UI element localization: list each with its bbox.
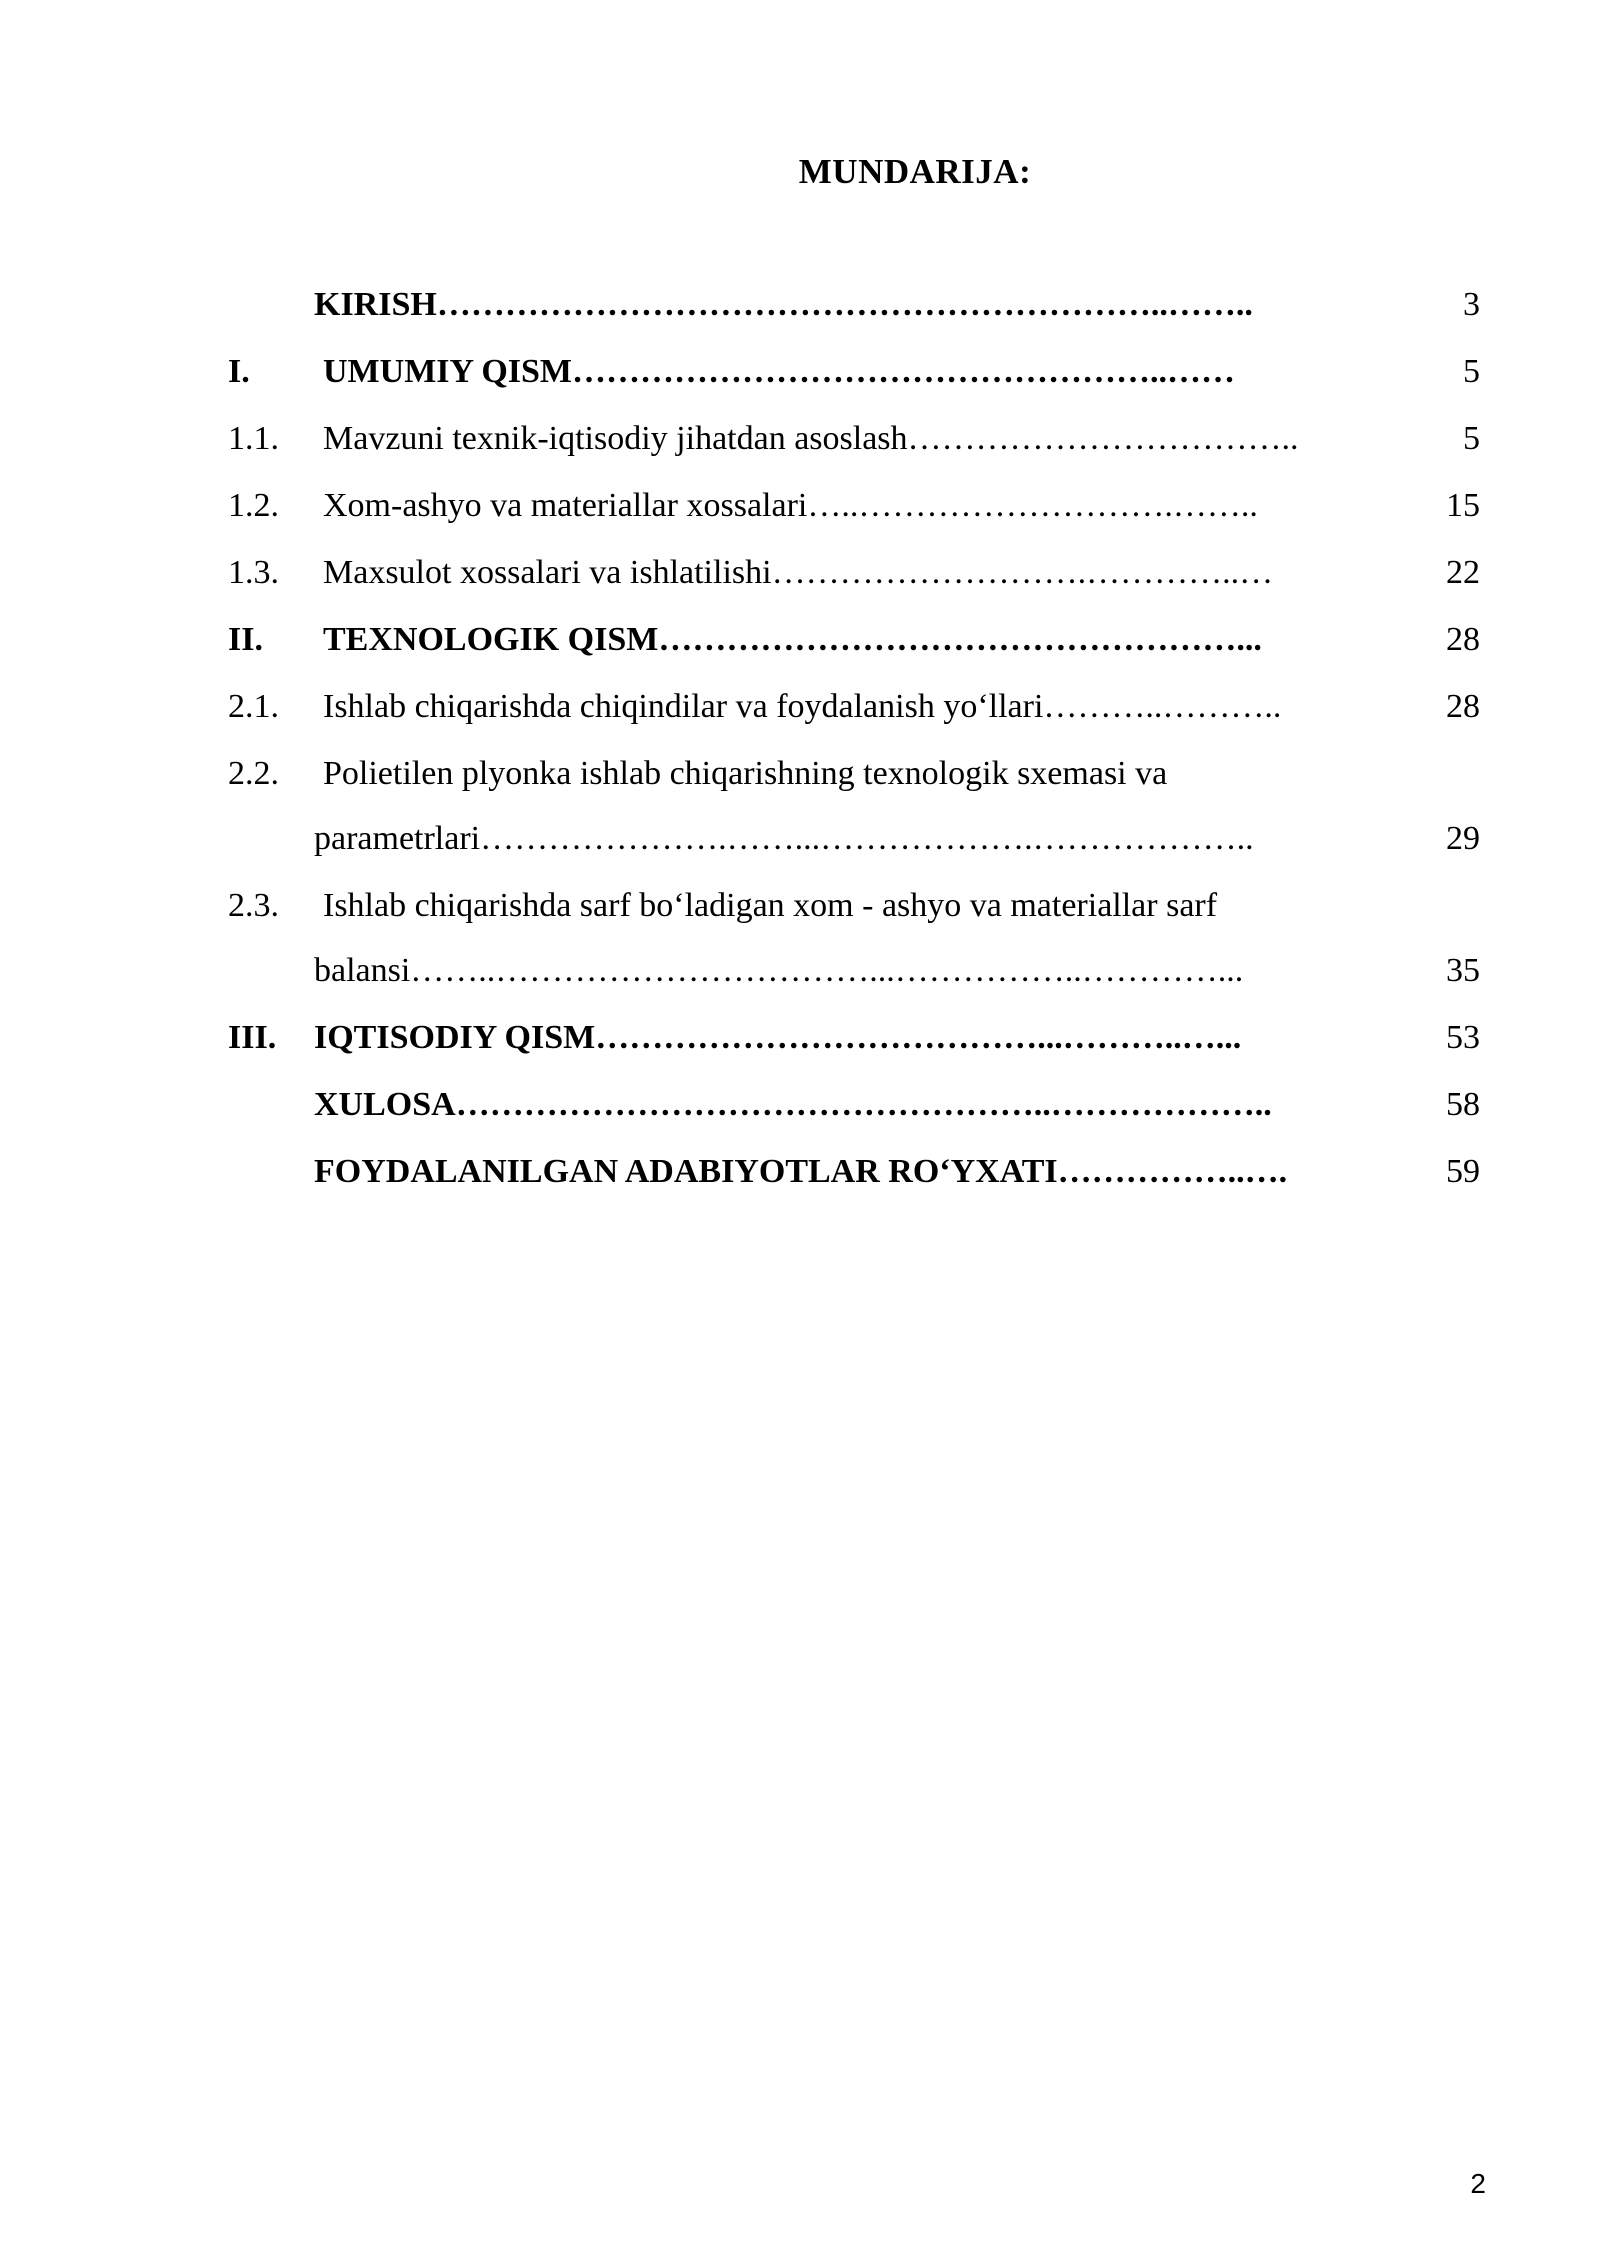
page-number: 2 xyxy=(1470,2168,1486,2199)
toc-entry-label: XULOSA……………………………………………..……………….. xyxy=(314,1086,1272,1123)
toc-entry-number: 2.1. xyxy=(228,688,279,725)
toc-entry-page: 59 xyxy=(1446,1153,1480,1190)
toc-entry-number: 1.1. xyxy=(228,420,279,457)
toc-entry-label: Ishlab chiqarishda sarf bo‘ladigan xom - ashyo va materiallar sarf xyxy=(323,887,1218,924)
toc-entry-label: UMUMIY QISM……………………………………………..…… xyxy=(323,353,1235,390)
toc-entry-page: 28 xyxy=(1446,688,1480,725)
toc-entry-label: balansi……..……………………………...……………..…………... xyxy=(314,952,1244,989)
toc-entry-label: FOYDALANILGAN ADABIYOTLAR RO‘YXATI……………..…. xyxy=(314,1153,1288,1190)
toc-entry-label: Mavzuni texnik-iqtisodiy jihatdan asoslash…………………………….. xyxy=(323,420,1299,457)
toc-entry-number: 2.2. xyxy=(228,755,279,792)
toc-entry-page: 58 xyxy=(1446,1086,1480,1123)
toc-entry-page: 53 xyxy=(1446,1019,1480,1056)
toc-title: MUNDARIJA: xyxy=(798,152,1032,191)
toc-entry-number: III. xyxy=(228,1019,277,1056)
toc-entry-label: Polietilen plyonka ishlab chiqarishning texnologik sxemasi va xyxy=(323,755,1168,792)
toc-entry-label: Xom-ashyo va materiallar xossalari…..……………………….…….. xyxy=(323,487,1258,524)
toc-entry-page: 28 xyxy=(1446,621,1480,658)
toc-entry-number: II. xyxy=(228,621,263,658)
toc-entry-page: 15 xyxy=(1446,487,1480,524)
toc-entry-number: I. xyxy=(228,353,250,390)
toc-entry-label: Ishlab chiqarishda chiqindilar va foydalanish yo‘llari………..……….. xyxy=(323,688,1282,725)
toc-entry-number: 1.3. xyxy=(228,554,279,591)
toc-entry-page: 5 xyxy=(1463,420,1480,457)
toc-entry-number: 2.3. xyxy=(228,887,279,924)
toc-entry-page: 22 xyxy=(1446,554,1480,591)
toc-entry-page: 5 xyxy=(1463,353,1480,390)
toc-entry-label: Maxsulot xossalari va ishlatilishi……………………….…………..… xyxy=(323,554,1274,591)
toc-entry-number: 1.2. xyxy=(228,487,279,524)
toc-entry-label: TEXNOLOGIK QISM……………………………………………... xyxy=(323,621,1262,658)
toc-entry-label: IQTISODIY QISM…………………………………...………..…... xyxy=(314,1019,1242,1056)
toc-entry-label: parametrlari………………….……...……………….……………….. xyxy=(314,820,1254,857)
toc-entry-page: 29 xyxy=(1446,820,1480,857)
toc-entry-page: 3 xyxy=(1463,286,1480,323)
toc-entry-label: KIRISH………………………………………………………..…….. xyxy=(314,286,1253,323)
toc-entry-page: 35 xyxy=(1446,952,1480,989)
